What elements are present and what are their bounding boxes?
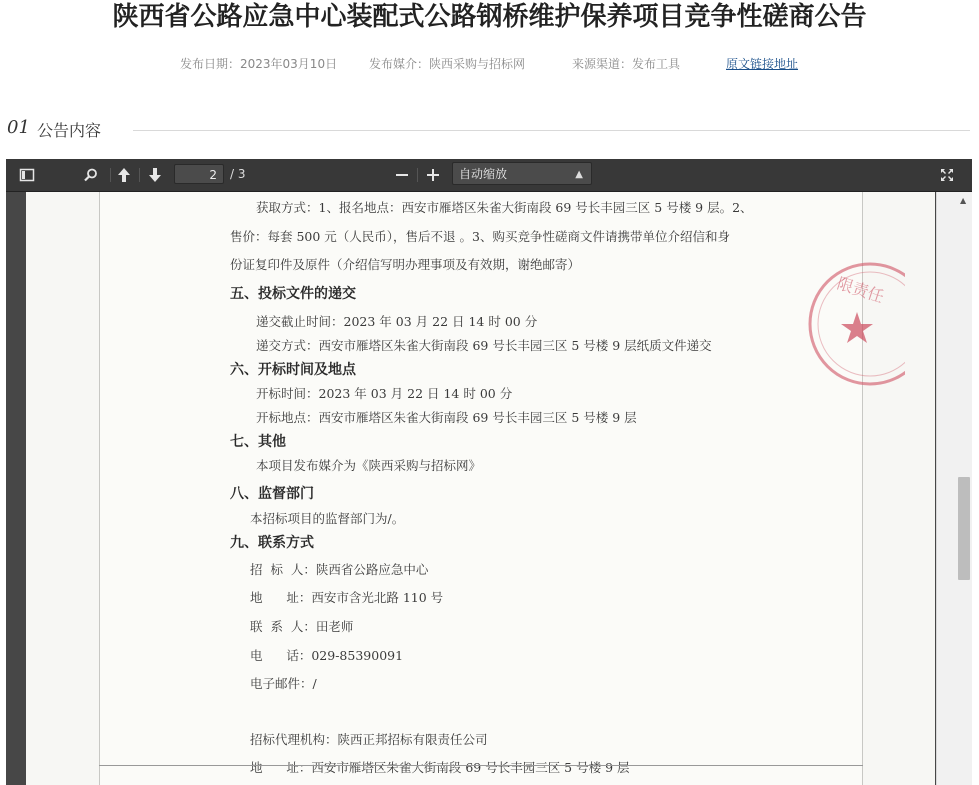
contact-value: 029-85390091 bbox=[311, 648, 404, 663]
doc-line: 递交方式：西安市雁塔区朱雀大街南段 69 号长丰园三区 5 号楼 9 层纸质文件递交 bbox=[256, 338, 712, 353]
doc-line: 获取方式：1、报名地点：西安市雁塔区朱雀大街南段 69 号长丰园三区 5 号楼 9 层。2、 bbox=[256, 200, 753, 215]
contact-label: 招标代理机构： bbox=[250, 732, 338, 747]
document-edge bbox=[99, 765, 863, 766]
contact-value: 西安市雁塔区朱雀大街南段 69 号长丰园三区 5 号楼 9 层 bbox=[311, 760, 630, 775]
viewer-gutter bbox=[6, 192, 26, 785]
section-heading: 七、其他 bbox=[230, 434, 286, 450]
pdf-page bbox=[26, 192, 935, 785]
contact-label: 电 话： bbox=[250, 648, 312, 663]
pdf-page-area bbox=[6, 192, 936, 785]
contact-label: 电子邮件： bbox=[250, 676, 313, 691]
section-header bbox=[7, 117, 970, 141]
previous-page-icon[interactable] bbox=[116, 166, 132, 184]
contact-row bbox=[250, 588, 443, 606]
contact-value: 陕西省公路应急中心 bbox=[315, 562, 429, 577]
contact-row bbox=[250, 730, 488, 748]
doc-line: 递交截止时间：2023 年 03 月 22 日 14 时 00 分 bbox=[256, 314, 538, 329]
select-arrows-icon: ▲ bbox=[575, 169, 583, 180]
doc-line: 开标时间：2023 年 03 月 22 日 14 时 00 分 bbox=[256, 386, 513, 401]
toolbar-separator bbox=[110, 168, 111, 182]
zoom-out-icon[interactable] bbox=[395, 167, 409, 183]
contact-row bbox=[250, 674, 317, 692]
doc-line: 开标地点：西安市雁塔区朱雀大街南段 69 号长丰园三区 5 号楼 9 层 bbox=[256, 410, 637, 425]
doc-line: 份证复印件及原件（介绍信写明办理事项及有效期，谢绝邮寄） bbox=[230, 257, 581, 272]
contact-label: 地 址： bbox=[250, 590, 312, 605]
zoom-in-icon[interactable] bbox=[426, 167, 440, 183]
contact-value: 陕西正邦招标有限责任公司 bbox=[337, 732, 488, 747]
zoom-select-value: 自动缩放 bbox=[459, 167, 508, 181]
contact-label: 联 系 人： bbox=[250, 619, 316, 634]
section-heading: 五、投标文件的递交 bbox=[230, 286, 356, 302]
official-stamp bbox=[795, 254, 905, 394]
stamp-text: 限责任 bbox=[834, 273, 887, 307]
section-divider bbox=[133, 130, 970, 131]
scanned-document bbox=[99, 192, 887, 785]
contact-value: 西安市含光北路 110 号 bbox=[311, 590, 444, 605]
doc-line: 本招标项目的监督部门为/。 bbox=[250, 511, 405, 526]
section-heading: 九、联系方式 bbox=[230, 535, 314, 551]
contact-row bbox=[250, 617, 353, 635]
publish-media: 发布媒介：陕西采购与招标网 bbox=[369, 57, 526, 71]
page-count: / 3 bbox=[230, 167, 246, 181]
section-heading: 六、开标时间及地点 bbox=[230, 362, 356, 378]
contact-row bbox=[250, 758, 630, 776]
source-channel: 来源渠道：发布工具 bbox=[572, 57, 681, 71]
pdf-toolbar bbox=[6, 159, 972, 192]
section-number: 01 bbox=[7, 117, 30, 138]
page-title: 陕西省公路应急中心装配式公路钢桥维护保养项目竞争性磋商公告 bbox=[112, 2, 867, 32]
toolbar-separator bbox=[139, 168, 140, 182]
contact-value: 田老师 bbox=[315, 619, 354, 634]
contact-label: 地 址： bbox=[250, 760, 312, 775]
next-page-icon[interactable] bbox=[147, 166, 163, 184]
presentation-mode-icon[interactable] bbox=[939, 167, 955, 183]
scroll-up-icon[interactable]: ▲ bbox=[960, 196, 967, 205]
pdf-viewer bbox=[6, 159, 972, 785]
section-heading: 八、监督部门 bbox=[230, 486, 314, 502]
search-icon[interactable] bbox=[83, 167, 99, 183]
publish-date: 发布日期：2023年03月10日 bbox=[180, 57, 338, 71]
source-link[interactable]: 原文链接地址 bbox=[726, 57, 799, 71]
sidebar-toggle-icon[interactable] bbox=[19, 167, 35, 183]
announcement-meta bbox=[0, 55, 979, 71]
toolbar-separator bbox=[417, 168, 418, 182]
contact-label: 招 标 人： bbox=[250, 562, 316, 577]
doc-line: 售价：每套 500 元（人民币），售后不退 。3、购买竞争性磋商文件请携带单位介绍信和身 bbox=[230, 229, 730, 244]
section-label: 公告内容 bbox=[37, 121, 102, 140]
contact-row bbox=[250, 646, 403, 664]
contact-value: / bbox=[312, 676, 317, 691]
doc-line: 本项目发布媒介为《陕西采购与招标网》 bbox=[256, 458, 482, 473]
scrollbar-thumb[interactable] bbox=[958, 477, 970, 580]
contact-row bbox=[250, 560, 428, 578]
zoom-select[interactable] bbox=[452, 162, 592, 185]
vertical-scrollbar[interactable] bbox=[936, 192, 972, 785]
page-number-input[interactable]: 2 bbox=[174, 164, 224, 184]
